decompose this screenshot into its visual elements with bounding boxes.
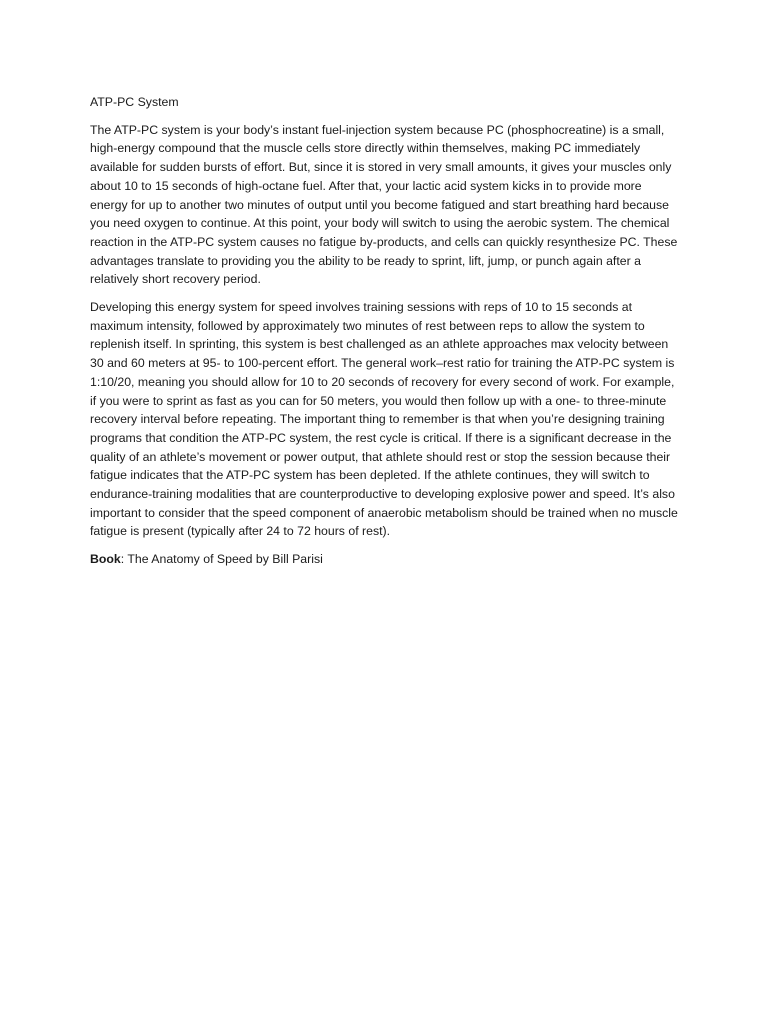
paragraph-atp-pc-intro: The ATP-PC system is your body’s instant fuel-injection system because PC (phosphocreatine) is a small, high-energy compound that the muscle cells store directly within themselves, making PC immediately available for sudden bursts of effort. But, since it is stored in very small amounts, it gives your muscles only about 10 to 15 seconds of high-octane fuel. After that, your lactic acid system kicks in to provide more energy for up to another two minutes of output until you become fatigued and start breathing hard because you need oxygen to continue. At this point, your body will switch to using the aerobic system. The chemical reaction in the ATP-PC system causes no fatigue by-products, and cells can quickly resynthesize PC. These advantages translate to providing you the ability to be ready to sprint, lift, jump, or punch again after a relatively short recovery period. <box>90 122 678 287</box>
book-title: The Anatomy of Speed by Bill Parisi <box>127 552 323 567</box>
paragraph-training: Developing this energy system for speed involves training sessions with reps of 10 to 15 seconds at maximum intensity, followed by approximately two minutes of rest between reps to allow the system to replenish itself. In sprinting, this system is best challenged as an athlete approaches max velocity between 30 and 60 meters at 95- to 100-percent effort. The general work–rest ratio for training the ATP-PC system is 1:10/20, meaning you should allow for 10 to 20 seconds of recovery for every second of work. For example, if you were to sprint as fast as you can for 50 meters, you would then follow up with a one- to three-minute recovery interval before repeating. The important thing to remember is that when you’re designing training programs that condition the ATP-PC system, the rest cycle is critical. If there is a significant decrease in the quality of an athlete’s movement or power output, that athlete should rest or stop the session because their fatigue indicates that the ATP-PC system has been depleted. If the athlete continues, they will switch to endurance-training modalities that are counterproductive to developing explosive power and speed. It’s also important to consider that the speed component of anaerobic metabolism should be trained when no muscle fatigue is present (typically after 24 to 72 hours of rest). <box>90 300 678 539</box>
book-citation <box>90 550 680 569</box>
document-page <box>90 93 680 569</box>
book-separator: : <box>120 552 128 567</box>
document-title: ATP-PC System <box>90 95 179 109</box>
book-label: Book <box>90 552 121 567</box>
